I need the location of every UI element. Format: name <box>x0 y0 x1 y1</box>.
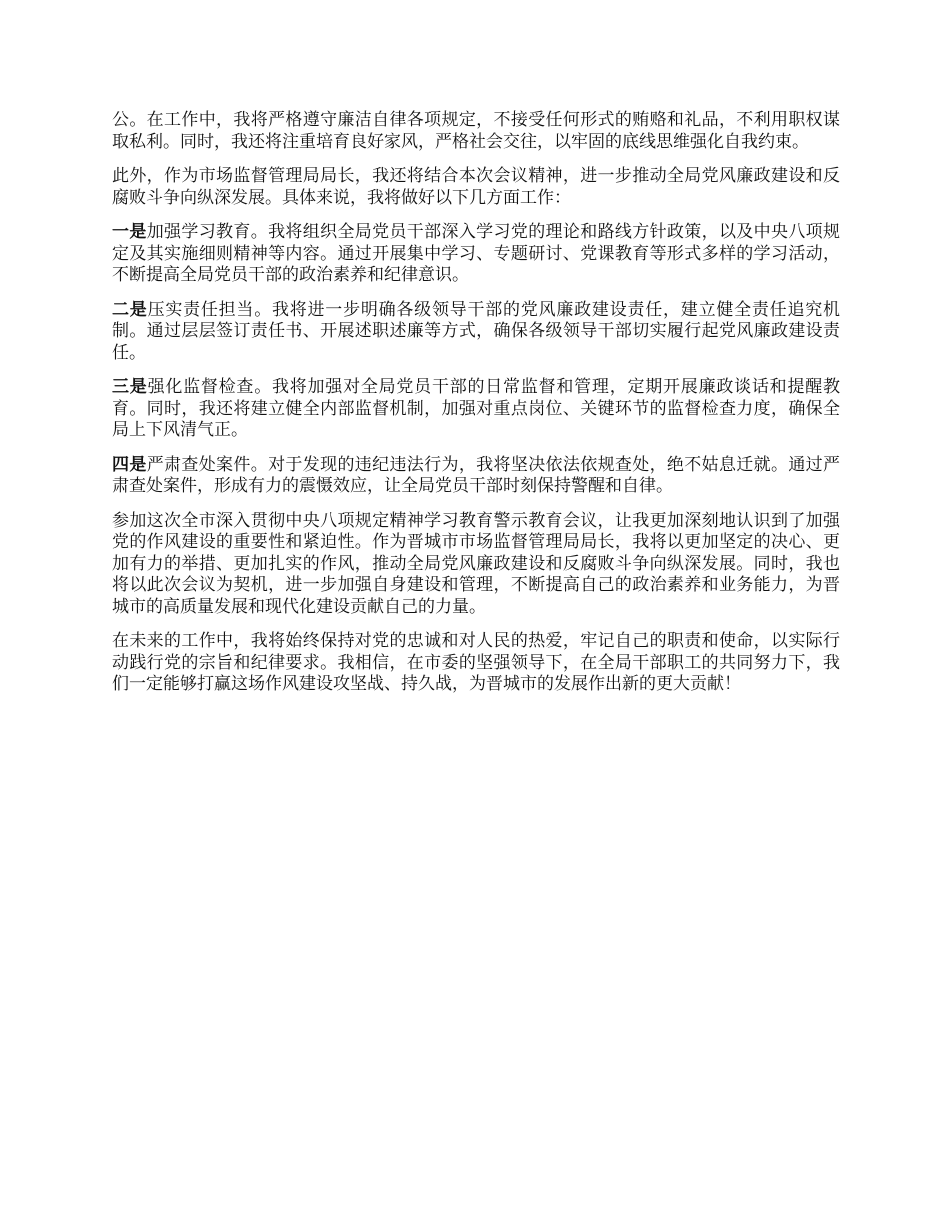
paragraph-text: 参加这次全市深入贯彻中央八项规定精神学习教育警示教育会议，让我更加深刻地认识到了加强党的作风建设的重要性和紧迫性。作为晋城市市场监督管理局局长，我将以更加坚定的决心、更加有力的举措、更加扎实的作风，推动全局党风廉政建设和反腐败斗争向纵深发展。同时，我也将以此次会议为契机，进一步加强自身建设和管理，不断提高自己的政治素养和业务能力，为晋城市的高质量发展和现代化建设贡献自己的力量。 <box>112 510 840 617</box>
paragraph-point-4 <box>112 455 840 498</box>
paragraph-lead: 三是 <box>112 377 148 397</box>
paragraph-text: 严肃查处案件。对于发现的违纪违法行为，我将坚决依法依规查处，绝不姑息迁就。通过严肃查处案件，形成有力的震慑效应，让全局党员干部时刻保持警醒和自律。 <box>112 454 841 496</box>
document-body <box>112 110 840 709</box>
paragraph-text: 加强学习教育。我将组织全局党员干部深入学习党的理论和路线方针政策，以及中央八项规定及其实施细则精神等内容。通过开展集中学习、专题研讨、党课教育等形式多样的学习活动，不断提高全局党员干部的政治素养和纪律意识。 <box>112 222 841 285</box>
paragraph-lead: 二是 <box>112 299 148 320</box>
paragraph-point-3 <box>112 377 840 442</box>
paragraph-reflection <box>112 511 840 619</box>
paragraph-text: 此外，作为市场监督管理局局长，我还将结合本次会议精神，进一步推动全局党风廉政建设和反腐败斗争向纵深发展。具体来说，我将做好以下几方面工作： <box>112 166 840 208</box>
paragraph-text: 强化监督检查。我将加强对全局党员干部的日常监督和管理，定期开展廉政谈话和提醒教育。同时，我还将建立健全内部监督机制，加强对重点岗位、关键环节的监督检查力度，确保全局上下风清气正。 <box>112 377 841 440</box>
paragraph-text: 在未来的工作中，我将始终保持对党的忠诚和对人民的热爱，牢记自己的职责和使命，以实际行动践行党的宗旨和纪律要求。我相信，在市委的坚强领导下，在全局干部职工的共同努力下，我们一定能够打赢这场作风建设攻坚战、持久战，为晋城市的发展作出新的更大贡献！ <box>112 631 840 694</box>
paragraph-text: 公。在工作中，我将严格遵守廉洁自律各项规定，不接受任何形式的贿赂和礼品，不利用职权谋取私利。同时，我还将注重培育良好家风，严格社会交往，以牢固的底线思维强化自我约束。 <box>112 110 840 152</box>
paragraph-point-1 <box>112 222 840 287</box>
paragraph-lead: 一是 <box>112 222 147 242</box>
paragraph-lead: 四是 <box>112 454 147 475</box>
paragraph-point-2 <box>112 300 840 365</box>
paragraph-continuation <box>112 110 840 153</box>
paragraph-intro <box>112 166 840 209</box>
paragraph-conclusion <box>112 631 840 696</box>
paragraph-text: 压实责任担当。我将进一步明确各级领导干部的党风廉政建设责任，建立健全责任追究机制。通过层层签订责任书、开展述职述廉等方式，确保各级领导干部切实履行起党风廉政建设责任。 <box>112 299 841 363</box>
